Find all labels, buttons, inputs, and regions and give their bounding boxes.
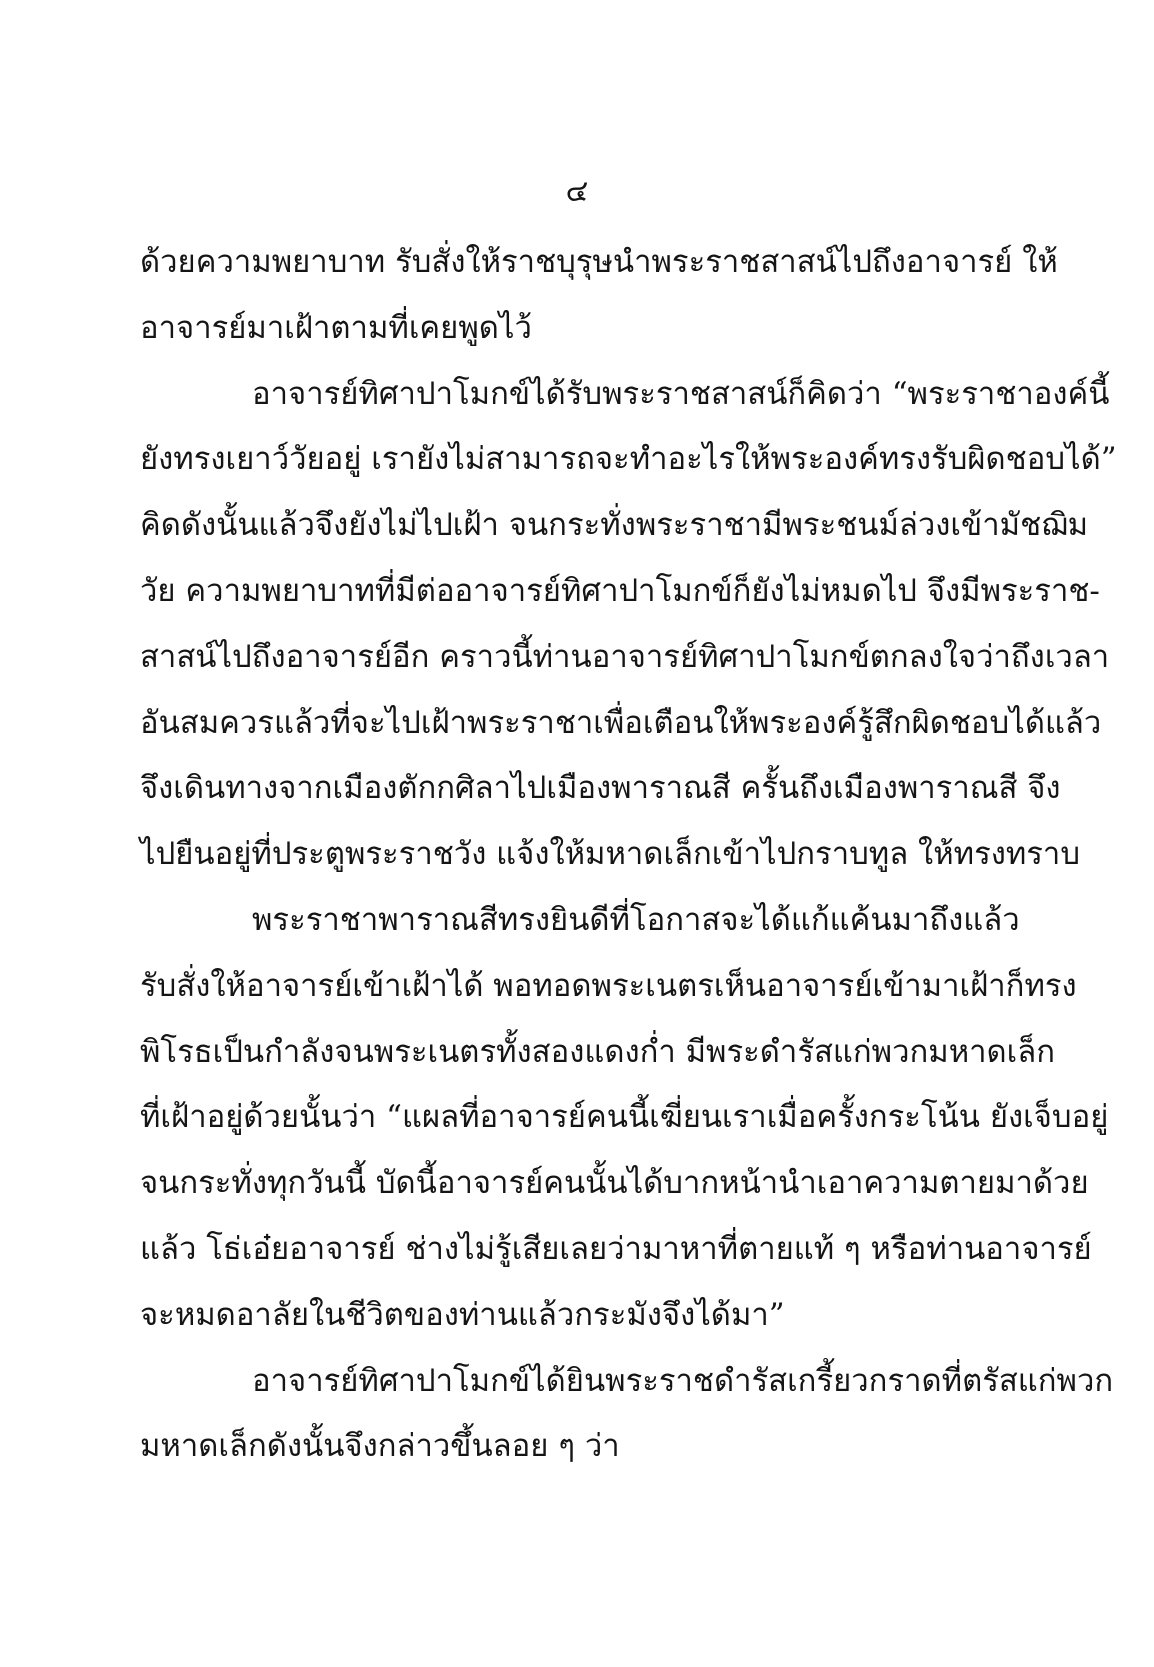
- body-text: [140, 230, 1117, 1480]
- text-line-19: มหาดเล็กดังนั้นจึงกล่าวขึ้นลอย ๆ ว่า: [140, 1428, 620, 1465]
- text-line-12: รับสั่งให้อาจารย์เข้าเฝ้าได้ พอทอดพระเนตรเห็นอาจารย์เข้ามาเฝ้าก็ทรง: [140, 967, 1077, 1004]
- text-line-2: อาจารย์มาเฝ้าตามที่เคยพูดไว้: [140, 309, 532, 346]
- text-line-5: คิดดังนั้นแล้วจึงยังไม่ไปเฝ้า จนกระทั่งพระราชามีพระชนม์ล่วงเข้ามัชฌิม: [140, 507, 1089, 544]
- page-number: ๔: [565, 174, 589, 209]
- text-line-11: พระราชาพาราณสีทรงยินดีที่โอกาสจะได้แก้แค้นมาถึงแล้ว: [252, 901, 1020, 938]
- text-line-1: ด้วยความพยาบาท รับสั่งให้ราชบุรุษนำพระราชสาสน์ไปถึงอาจารย์ ให้: [140, 244, 1058, 280]
- text-line-4: ยังทรงเยาว์วัยอยู่ เรายังไม่สามารถจะทำอะไรให้พระองค์ทรงรับผิดชอบได้”: [140, 441, 1117, 478]
- text-line-3: อาจารย์ทิศาปาโมกข์ได้รับพระราชสาสน์ก็คิดว่า “พระราชาองค์นี้: [252, 375, 1110, 412]
- text-line-16: แล้ว โธ่เอ๋ยอาจารย์ ช่างไม่รู้เสียเลยว่ามาหาที่ตายแท้ ๆ หรือท่านอาจารย์: [140, 1230, 1092, 1267]
- text-line-8: อันสมควรแล้วที่จะไปเฝ้าพระราชาเพื่อเตือนให้พระองค์รู้สึกผิดชอบได้แล้ว: [140, 704, 1102, 741]
- text-line-10: ไปยืนอยู่ที่ประตูพระราชวัง แจ้งให้มหาดเล็กเข้าไปกราบทูล ให้ทรงทราบ: [140, 836, 1081, 873]
- text-line-13: พิโรธเป็นกำลังจนพระเนตรทั้งสองแดงก่ำ มีพระดำรัสแก่พวกมหาดเล็ก: [140, 1033, 1056, 1070]
- text-line-9: จึงเดินทางจากเมืองตักกศิลาไปเมืองพาราณสี ครั้นถึงเมืองพาราณสี จึง: [140, 770, 1061, 807]
- text-line-14: ที่เฝ้าอยู่ด้วยนั้นว่า “แผลที่อาจารย์คนนี้เฆี่ยนเราเมื่อครั้งกระโน้น ยังเจ็บอยู่: [140, 1099, 1109, 1136]
- text-line-7: สาสน์ไปถึงอาจารย์อีก คราวนี้ท่านอาจารย์ทิศาปาโมกข์ตกลงใจว่าถึงเวลา: [140, 638, 1110, 675]
- text-line-17: จะหมดอาลัยในชีวิตของท่านแล้วกระมังจึงได้มา”: [140, 1296, 785, 1333]
- text-line-15: จนกระทั่งทุกวันนี้ บัดนี้อาจารย์คนนั้นได้บากหน้านำเอาความตายมาด้วย: [140, 1165, 1089, 1202]
- text-line-6: วัย ความพยาบาทที่มีต่ออาจารย์ทิศาปาโมกข์ก็ยังไม่หมดไป จึงมีพระราช-: [140, 572, 1100, 609]
- text-line-18: อาจารย์ทิศาปาโมกข์ได้ยินพระราชดำรัสเกรี้ยวกราดที่ตรัสแก่พวก: [252, 1362, 1114, 1399]
